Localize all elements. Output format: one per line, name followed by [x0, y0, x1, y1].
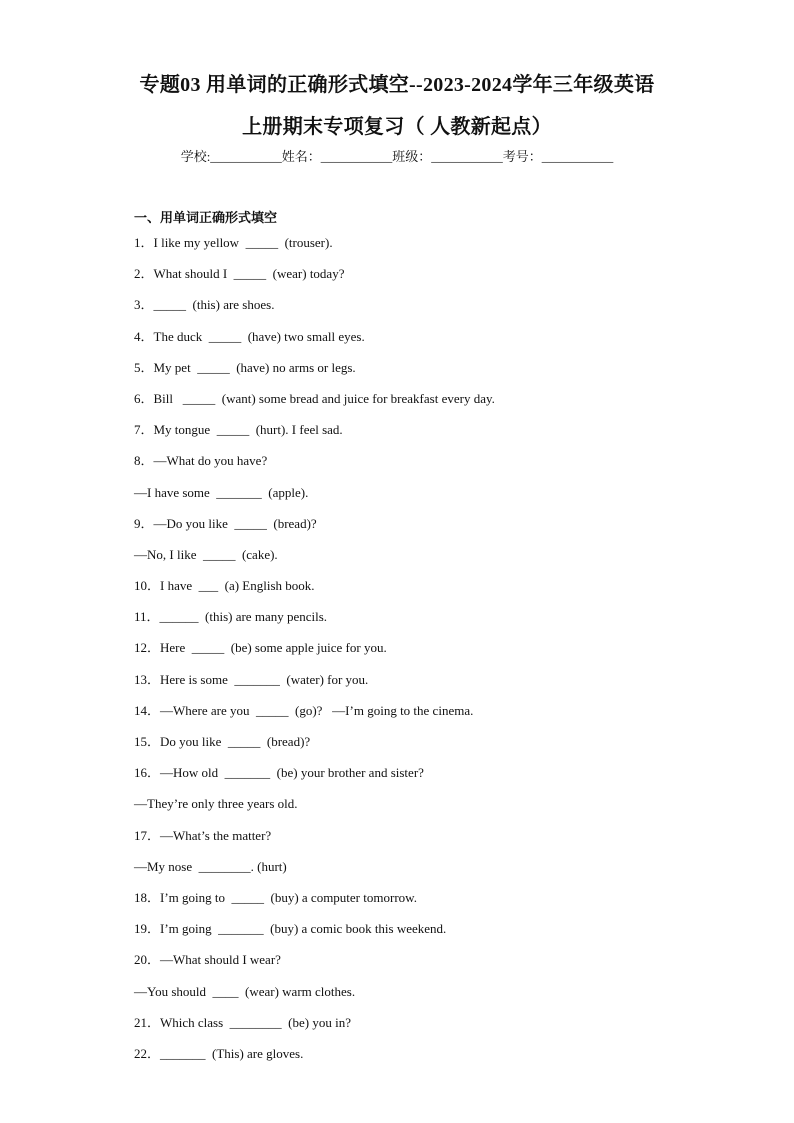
section-heading: 一、用单词正确形式填空 — [134, 210, 278, 225]
question-list — [134, 234, 694, 1076]
question-line: 1．I like my yellow _____ (trouser). — [134, 235, 333, 250]
question-line: 13．Here is some _______ (water) for you. — [134, 671, 369, 687]
document-title-line-1: 专题03 用单词的正确形式填空--2023-2024学年三年级英语 — [139, 74, 655, 96]
question-line: 11．______ (this) are many pencils. — [134, 609, 328, 625]
question-line: 20．—What should I wear? — [134, 952, 281, 968]
question-line: 21．Which class ________ (be) you in? — [134, 1014, 351, 1030]
answer-line: —They’re only three years old. — [134, 796, 298, 812]
question-line: 18．I’m going to _____ (buy) a computer tomorrow. — [134, 889, 417, 905]
question-line: 6．Bill _____ (want) some bread and juice for breakfast every day. — [134, 390, 495, 406]
question-line: 5．My pet _____ (have) no arms or legs. — [134, 359, 356, 375]
question-line: 12．Here _____ (be) some apple juice for you. — [134, 640, 387, 656]
student-info-line: 学校:___________姓名：___________班级：___________考号：___________ — [180, 149, 614, 164]
question-line: 14．—Where are you _____ (go)? —I’m going to the cinema. — [134, 702, 474, 718]
question-line: 7．My tongue _____ (hurt). I feel sad. — [134, 422, 343, 438]
question-line: 9．—Do you like _____ (bread)? — [134, 515, 317, 531]
question-line: 8．—What do you have? — [134, 453, 268, 469]
question-line: 15．Do you like _____ (bread)? — [134, 734, 311, 749]
question-line: 17．—What’s the matter? — [134, 827, 272, 843]
question-line: 4．The duck _____ (have) two small eyes. — [134, 328, 365, 344]
answer-line: —No, I like _____ (cake). — [134, 546, 278, 562]
question-line: 10．I have ___ (a) English book. — [134, 578, 315, 594]
document-title-line-2: 上册期末专项复习（ 人教新起点） — [242, 116, 552, 138]
answer-line: —I have some _______ (apple). — [134, 484, 309, 500]
question-line: 2．What should I _____ (wear) today? — [134, 266, 345, 282]
question-line: 3．_____ (this) are shoes. — [134, 297, 275, 313]
question-line: 16．—How old _______ (be) your brother and sister? — [134, 765, 424, 781]
question-line: 19．I’m going _______ (buy) a comic book this weekend. — [134, 921, 447, 937]
answer-line: —My nose ________. (hurt) — [134, 858, 287, 874]
question-line: 22．_______ (This) are gloves. — [134, 1045, 304, 1061]
answer-line: —You should ____ (wear) warm clothes. — [134, 983, 356, 999]
